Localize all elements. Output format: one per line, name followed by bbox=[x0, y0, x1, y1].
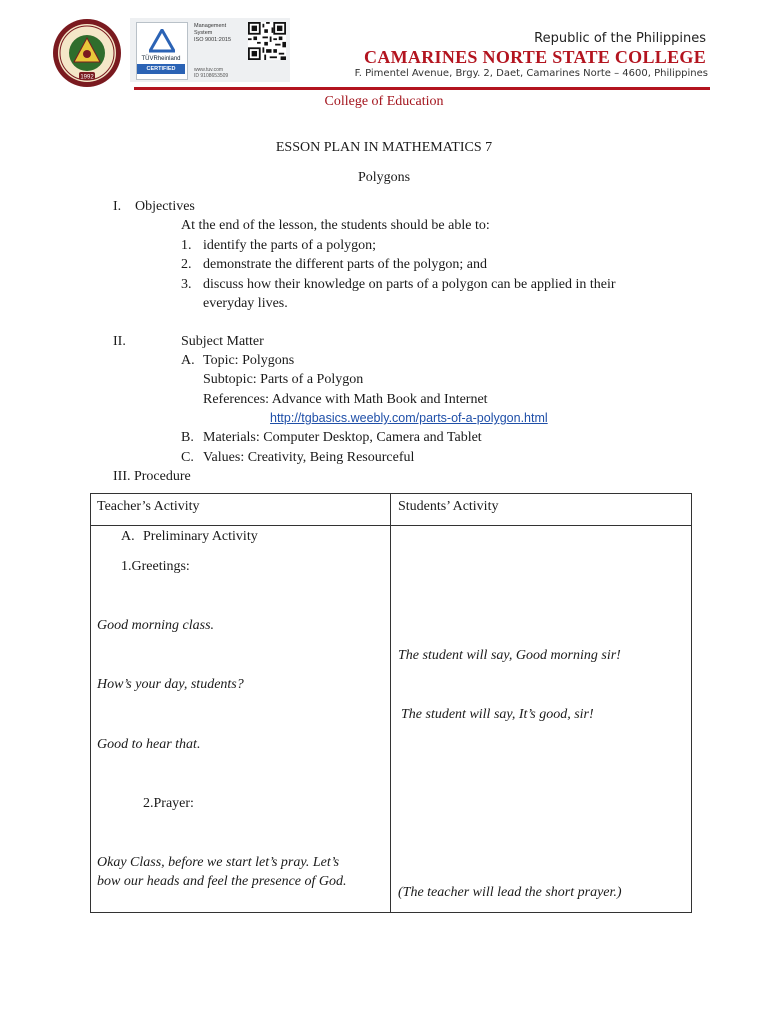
teacher-prayer-line-2: bow our heads and feel the presence of God. bbox=[97, 874, 347, 889]
student-greeting-response: The student will say, Good morning sir! bbox=[398, 648, 621, 663]
header-divider bbox=[134, 87, 710, 90]
procedure-table bbox=[90, 493, 692, 913]
table-column-divider bbox=[390, 493, 391, 913]
objectives-heading: Objectives bbox=[135, 199, 195, 214]
document-title: ESSON PLAN IN MATHEMATICS 7 bbox=[275, 140, 493, 155]
subtopic-text: Subtopic: Parts of a Polygon bbox=[203, 372, 364, 387]
subject-matter-number: II. bbox=[113, 334, 126, 349]
student-good-response: The student will say, It’s good, sir! bbox=[401, 707, 594, 722]
teacher-greeting: Good morning class. bbox=[97, 618, 215, 633]
objective-num-3: 3. bbox=[181, 277, 192, 292]
teacher-prayer-line-1: Okay Class, before we start let’s pray. Let’s bbox=[97, 855, 340, 870]
teacher-hows-day: How’s your day, students? bbox=[97, 677, 244, 692]
objective-item-1: identify the parts of a polygon; bbox=[203, 238, 377, 253]
topic-letter: A. bbox=[181, 353, 195, 368]
college-name: CAMARINES NORTE STATE COLLEGE bbox=[364, 47, 706, 67]
objective-num-2: 2. bbox=[181, 257, 192, 272]
qr-code-icon bbox=[248, 22, 286, 60]
subject-matter-heading: Subject Matter bbox=[181, 334, 264, 349]
preliminary-activity-label: Preliminary Activity bbox=[143, 529, 258, 544]
student-prayer-response: (The teacher will lead the short prayer.) bbox=[398, 885, 622, 900]
management-system-text bbox=[194, 23, 246, 44]
procedure-heading: III. Procedure bbox=[113, 469, 191, 484]
tuv-brand: TÜVRheinland bbox=[141, 56, 181, 62]
certified-label: CERTIFIED bbox=[137, 64, 185, 74]
prayer-label: 2.Prayer: bbox=[143, 796, 194, 811]
materials-letter: B. bbox=[181, 430, 194, 445]
teacher-activity-header: Teacher’s Activity bbox=[97, 499, 200, 514]
document-subtitle: Polygons bbox=[357, 170, 411, 185]
seal-year: 1992 bbox=[80, 74, 94, 81]
values-text: Values: Creativity, Being Resourceful bbox=[203, 450, 415, 465]
objectives-intro: At the end of the lesson, the students should be able to: bbox=[181, 218, 490, 233]
reference-link[interactable]: http://tgbasics.weebly.com/parts-of-a-polygon.html bbox=[270, 411, 548, 425]
college-seal-logo bbox=[52, 18, 122, 88]
table-header-divider bbox=[90, 525, 692, 526]
greetings-label: 1.Greetings: bbox=[121, 559, 190, 574]
topic-text: Topic: Polygons bbox=[203, 353, 295, 368]
tuv-triangle-icon bbox=[149, 29, 175, 53]
teacher-good-to-hear: Good to hear that. bbox=[97, 737, 201, 752]
college-address: F. Pimentel Avenue, Brgy. 2, Daet, Camarines Norte – 4600, Philippines bbox=[354, 68, 708, 79]
references-text: References: Advance with Math Book and Internet bbox=[203, 392, 488, 407]
objective-item-3: discuss how their knowledge on parts of a polygon can be applied in their bbox=[203, 277, 616, 292]
republic-label: Republic of the Philippines bbox=[534, 31, 706, 46]
objective-item-2: demonstrate the different parts of the polygon; and bbox=[203, 257, 487, 272]
department-title: College of Education bbox=[324, 94, 444, 109]
objectives-number: I. bbox=[113, 199, 122, 214]
students-activity-header: Students’ Activity bbox=[398, 499, 499, 514]
prelim-letter: A. bbox=[121, 529, 135, 544]
materials-text: Materials: Computer Desktop, Camera and Tablet bbox=[203, 430, 482, 445]
objective-item-3-continued: everyday lives. bbox=[203, 296, 288, 311]
cert-web-text bbox=[194, 67, 228, 79]
mgmt-line-1: Management bbox=[194, 23, 227, 29]
cert-id-line: ID 9108653509 bbox=[194, 73, 229, 79]
mgmt-line-3: ISO 9001:2015 bbox=[194, 37, 232, 43]
mgmt-line-2: System bbox=[194, 30, 213, 36]
objective-num-1: 1. bbox=[181, 238, 192, 253]
cert-web-line-1: www.tuv.com bbox=[194, 67, 224, 73]
values-letter: C. bbox=[181, 450, 194, 465]
